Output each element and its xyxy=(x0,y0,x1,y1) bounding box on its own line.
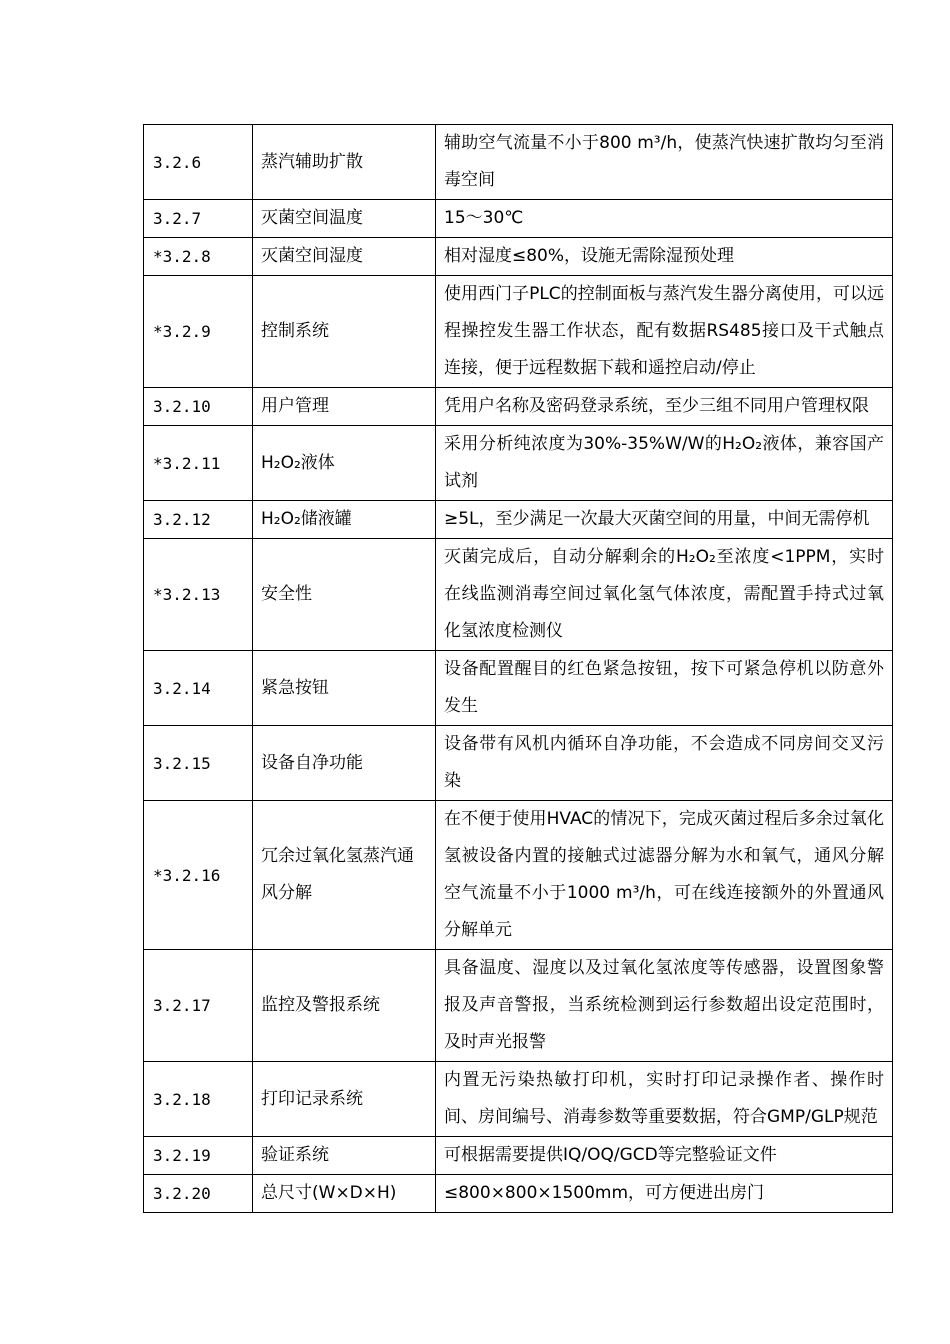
row-id: 3.2.15 xyxy=(144,726,253,801)
table-row xyxy=(144,950,893,1062)
table-row xyxy=(144,501,893,539)
row-id: 3.2.14 xyxy=(144,651,253,726)
row-desc: 采用分析纯浓度为30%-35%W/W的H₂O₂液体，兼容国产试剂 xyxy=(436,426,893,501)
row-id: 3.2.10 xyxy=(144,388,253,426)
row-id: *3.2.16 xyxy=(144,801,253,950)
row-id: 3.2.17 xyxy=(144,950,253,1062)
row-desc: 15～30℃ xyxy=(436,200,893,238)
table-row xyxy=(144,125,893,200)
row-desc: 凭用户名称及密码登录系统，至少三组不同用户管理权限 xyxy=(436,388,893,426)
row-name: 验证系统 xyxy=(253,1137,436,1175)
row-name: 紧急按钮 xyxy=(253,651,436,726)
table-row xyxy=(144,388,893,426)
row-name: 监控及警报系统 xyxy=(253,950,436,1062)
row-name: 总尺寸(W×D×H) xyxy=(253,1175,436,1213)
row-desc: 内置无污染热敏打印机，实时打印记录操作者、操作时间、房间编号、消毒参数等重要数据，符合GMP/GLP规范 xyxy=(436,1062,893,1137)
row-name: 安全性 xyxy=(253,539,436,651)
row-desc: ≥5L，至少满足一次最大灭菌空间的用量，中间无需停机 xyxy=(436,501,893,539)
row-id: 3.2.20 xyxy=(144,1175,253,1213)
row-id: 3.2.12 xyxy=(144,501,253,539)
row-name: 设备自净功能 xyxy=(253,726,436,801)
row-desc: 具备温度、湿度以及过氧化氢浓度等传感器，设置图象警报及声音警报，当系统检测到运行参数超出设定范围时，及时声光报警 xyxy=(436,950,893,1062)
row-id: 3.2.7 xyxy=(144,200,253,238)
row-desc: 辅助空气流量不小于800 m³/h，使蒸汽快速扩散均匀至消毒空间 xyxy=(436,125,893,200)
row-name: 冗余过氧化氢蒸汽通风分解 xyxy=(253,801,436,950)
row-name: 蒸汽辅助扩散 xyxy=(253,125,436,200)
row-id: *3.2.8 xyxy=(144,238,253,276)
row-name: 用户管理 xyxy=(253,388,436,426)
table-row xyxy=(144,1137,893,1175)
row-id: *3.2.11 xyxy=(144,426,253,501)
spec-table xyxy=(143,124,893,1213)
row-desc: 使用西门子PLC的控制面板与蒸汽发生器分离使用，可以远程操控发生器工作状态，配有数据RS485接口及干式触点连接，便于远程数据下载和遥控启动/停止 xyxy=(436,276,893,388)
table-row xyxy=(144,801,893,950)
row-desc: 相对湿度≤80%，设施无需除湿预处理 xyxy=(436,238,893,276)
table-row xyxy=(144,1175,893,1213)
row-id: *3.2.13 xyxy=(144,539,253,651)
table-row xyxy=(144,1062,893,1137)
row-name: H₂O₂储液罐 xyxy=(253,501,436,539)
row-id: 3.2.18 xyxy=(144,1062,253,1137)
row-name: H₂O₂液体 xyxy=(253,426,436,501)
row-name: 打印记录系统 xyxy=(253,1062,436,1137)
row-desc: 设备配置醒目的红色紧急按钮，按下可紧急停机以防意外发生 xyxy=(436,651,893,726)
row-name: 控制系统 xyxy=(253,276,436,388)
row-desc: 可根据需要提供IQ/OQ/GCD等完整验证文件 xyxy=(436,1137,893,1175)
row-desc: ≤800×800×1500mm，可方便进出房门 xyxy=(436,1175,893,1213)
table-row xyxy=(144,539,893,651)
row-name: 灭菌空间湿度 xyxy=(253,238,436,276)
table-row xyxy=(144,276,893,388)
table-row xyxy=(144,238,893,276)
table-row xyxy=(144,651,893,726)
table-row xyxy=(144,200,893,238)
row-name: 灭菌空间温度 xyxy=(253,200,436,238)
row-desc: 灭菌完成后，自动分解剩余的H₂O₂至浓度<1PPM，实时在线监测消毒空间过氧化氢气体浓度，需配置手持式过氧化氢浓度检测仪 xyxy=(436,539,893,651)
table-row xyxy=(144,426,893,501)
row-desc: 在不便于使用HVAC的情况下，完成灭菌过程后多余过氧化氢被设备内置的接触式过滤器分解为水和氧气，通风分解空气流量不小于1000 m³/h，可在线连接额外的外置通风分解单元 xyxy=(436,801,893,950)
row-desc: 设备带有风机内循环自净功能，不会造成不同房间交叉污染 xyxy=(436,726,893,801)
row-id: 3.2.19 xyxy=(144,1137,253,1175)
row-id: 3.2.6 xyxy=(144,125,253,200)
row-id: *3.2.9 xyxy=(144,276,253,388)
table-row xyxy=(144,726,893,801)
